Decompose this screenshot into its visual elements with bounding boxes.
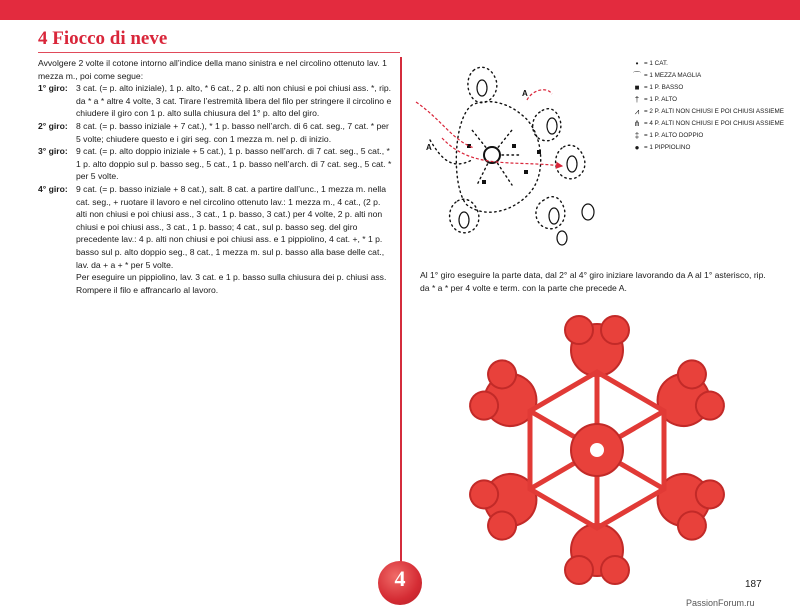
legend-item <box>630 60 790 68</box>
round-text: 9 cat. (= p. basso iniziale + 8 cat.), salt. 8 cat. a partire dall’unc., 1 mezza m. nella cat. seg., + ruotare il lavoro e nel circolino ottenuto lav.: 1 mezza m., 4 cat., (2 p. alti non chiusi e poi chiusi ass., 3 cat., 1 p. basso, 3 cat.) per 4 volte, 2 p. alti non chiusi e poi chiusi ass., 3 cat., 1 p. basso; 4 cat., sul p. basso seg. del giro precedente lav.: 4 p. alti non chiusi e poi chiusi ass. e 1 pippiolino, 4 cat. +, * 1 p. basso sul p. alto doppio seg., 8 cat., 1 mezza m. sul p. basso alla base delle cat., lav. da + a + * per 5 volte. <box>76 183 387 270</box>
legend-item <box>630 96 790 104</box>
legend-label: = 1 MEZZA MAGLIA <box>644 72 702 79</box>
round-2 <box>38 120 392 145</box>
intro-text: Avvolgere 2 volte il cotone intorno all’indice della mano sinistra e nel circolino ottenuto lav. 1 mezza m., poi come segue: <box>38 58 387 81</box>
double-crochet-cross-icon: † <box>634 95 640 104</box>
picot-drop-icon: ● <box>634 143 640 152</box>
stitch-legend <box>630 60 790 156</box>
legend-item <box>630 72 790 80</box>
page-number: 187 <box>745 579 762 590</box>
legend-label: = 1 PIPPIOLINO <box>644 144 691 151</box>
chain-dot-icon: • <box>635 59 639 68</box>
diagram-letter-a: A <box>426 143 432 152</box>
round-label: 2° giro: <box>38 120 68 131</box>
round-label: 4° giro: <box>38 183 68 194</box>
crochet-diagram <box>412 60 622 258</box>
treble-cross-icon: ‡ <box>634 131 640 140</box>
legend-label: = 4 P. ALTI NON CHIUSI E POI CHIUSI ASSIEME <box>644 120 784 127</box>
title-underline <box>38 52 400 53</box>
legend-item <box>630 120 790 128</box>
page-divider <box>400 57 402 595</box>
round-text: 9 cat. (= p. alto doppio iniziale + 5 cat.), 1 p. basso nell’arch. di 7 cat. seg., 5 cat., * 1 p. alto doppio sul p. basso seg., 5 cat., 1 p. basso nell’arch. di 7 cat. seg., 5 cat. * per 5 volte. <box>76 146 392 182</box>
round-text: 8 cat. (= p. basso iniziale + 7 cat.), * 1 p. basso nell’arch. di 6 cat. seg., 7 cat. * per 5 volte; chiudere questo e i giri seg. con 1 mezza m. nel p. di inizio. <box>76 120 389 144</box>
dc4tog-symbol-icon: ⋔ <box>633 119 641 128</box>
legend-label: = 2 P. ALTI NON CHIUSI E POI CHIUSI ASSIEME <box>644 108 784 115</box>
dc2tog-symbol-icon: ⩘ <box>634 107 640 116</box>
picot-note: Per eseguire un pippiolino, lav. 3 cat. e 1 p. basso sulla chiusura dei p. chiusi ass. Rompere il filo e affrancarlo al lavoro. <box>76 272 387 295</box>
instructions <box>38 57 392 296</box>
round-label: 3° giro: <box>38 146 68 157</box>
slip-stitch-arc-icon: ⌒ <box>633 71 641 80</box>
round-1 <box>38 82 392 120</box>
top-color-bar <box>0 0 800 20</box>
page-title: 4 Fiocco di neve <box>38 28 168 49</box>
legend-label: = 1 P. ALTO <box>644 96 678 103</box>
round-3 <box>38 145 392 183</box>
round-label: 1° giro: <box>38 83 68 94</box>
diagram-letter-a: A <box>522 89 528 98</box>
legend-label: = 1 P. BASSO <box>644 84 684 91</box>
single-crochet-square-icon: ■ <box>634 83 640 92</box>
pattern-number: 4 <box>394 566 406 591</box>
legend-label: = 1 CAT. <box>644 60 668 67</box>
snowflake-photo <box>462 310 732 590</box>
legend-label: = 1 P. ALTO DOPPIO <box>644 132 704 139</box>
watermark: PassionForum.ru <box>686 598 755 608</box>
legend-item <box>630 132 790 140</box>
diagram-caption: Al 1° giro eseguire la parte data, dal 2° al 4° giro iniziare lavorando da A al 1° asterisco, rip. da * a * per 4 volte e term. con la parte che precede A. <box>420 270 766 293</box>
legend-item <box>630 144 790 152</box>
round-4 <box>38 183 392 271</box>
legend-item <box>630 108 790 116</box>
round-text: 3 cat. (= p. alto iniziale), 1 p. alto, * 6 cat., 2 p. alti non chiusi e poi chiusi ass. *, rip. da * a * altre 4 volte, 3 cat. Tirare l’estremità libera del filo per stringere il circolino e chiudere il giro con 1 p. alto sulla chiusura del 1° p. alto del giro. <box>76 83 392 119</box>
legend-item <box>630 84 790 92</box>
